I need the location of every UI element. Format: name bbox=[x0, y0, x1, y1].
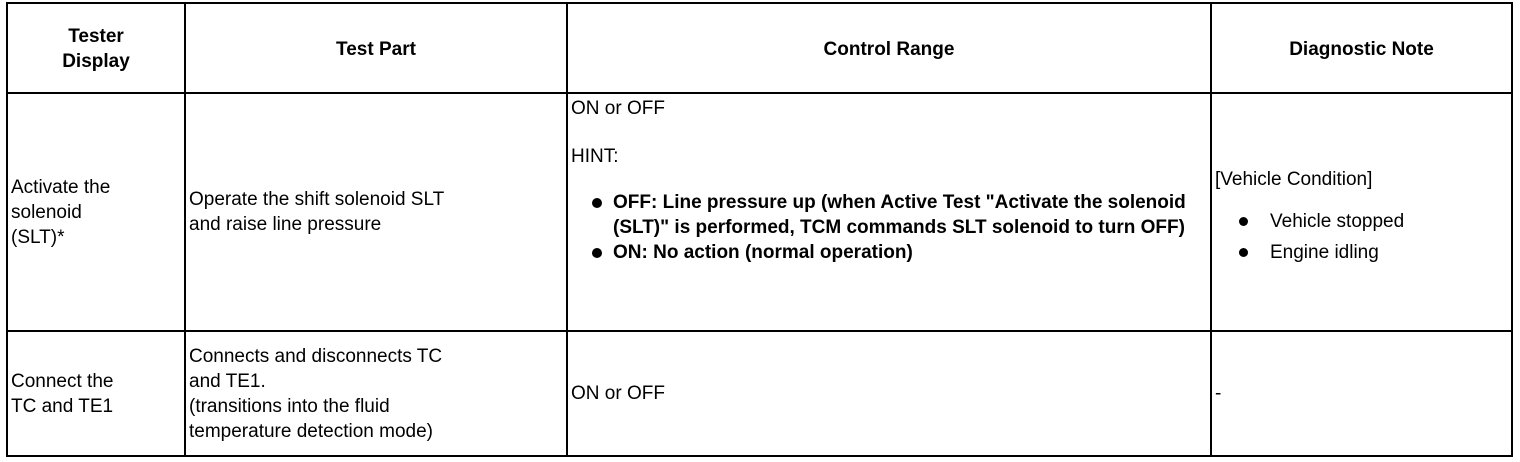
control-range-value: ON or OFF bbox=[571, 383, 665, 405]
hint-bullet-item: OFF: Line pressure up (when Active Test "Activate the solenoid (SLT)" is performed, TCM commands SLT solenoid to turn OFF) bbox=[571, 190, 1207, 240]
tester-display-cell: Connect the TC and TE1 bbox=[7, 331, 185, 456]
header-tester-display bbox=[7, 3, 185, 93]
vehicle-condition-list bbox=[1215, 206, 1508, 268]
hint-bullet-list bbox=[571, 190, 1207, 265]
table-row bbox=[7, 331, 1512, 456]
header-tester-display-line-2: Display bbox=[62, 51, 130, 72]
test-part-cell: Connects and disconnects TC and TE1. (transitions into the fluid temperature detection mode) bbox=[185, 331, 567, 456]
control-range-cell bbox=[567, 331, 1211, 456]
control-range-value: ON or OFF bbox=[571, 98, 665, 119]
header-row bbox=[7, 3, 1512, 93]
test-part-cell: Operate the shift solenoid SLT and raise line pressure bbox=[185, 93, 567, 331]
hint-label: HINT: bbox=[571, 146, 619, 167]
vehicle-condition-item: Vehicle stopped bbox=[1215, 206, 1508, 237]
header-diagnostic-note: Diagnostic Note bbox=[1211, 3, 1512, 93]
diagnostic-note-cell bbox=[1211, 93, 1512, 331]
header-control-range: Control Range bbox=[567, 3, 1211, 93]
vehicle-condition-heading: [Vehicle Condition] bbox=[1215, 168, 1373, 190]
header-tester-display-line-1: Tester bbox=[68, 26, 124, 47]
tester-display-cell: Activate the solenoid (SLT)* bbox=[7, 93, 185, 331]
diagnostic-note-cell: - bbox=[1211, 331, 1512, 456]
control-range-cell bbox=[567, 93, 1211, 331]
header-test-part: Test Part bbox=[185, 3, 567, 93]
hint-bullet-item: ON: No action (normal operation) bbox=[571, 240, 1207, 265]
active-test-table bbox=[6, 2, 1513, 457]
vehicle-condition-item: Engine idling bbox=[1215, 237, 1508, 268]
table-row bbox=[7, 93, 1512, 331]
